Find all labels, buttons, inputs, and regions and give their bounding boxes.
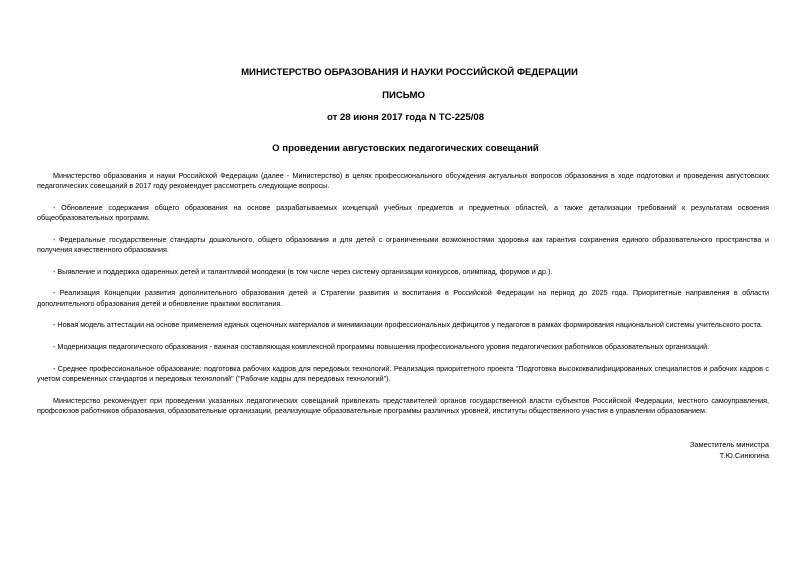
signature-block — [690, 439, 769, 461]
signature-position: Заместитель министра — [689, 440, 769, 449]
document-subject: О проведении августовских педагогических совещаний — [272, 143, 539, 154]
document-date-number: от 28 июня 2017 года N ТС-225/08 — [326, 112, 485, 123]
paragraph-item-additional-education: - Реализация Концепции развития дополнительного образования детей и Стратегии развития и воспитания в Российской Федерации на период до 2025 года. Приоритетные направления в области дополнительного образования детей и обновление практики воспитания. — [37, 288, 769, 308]
paragraph-item-attestation: - Новая модель аттестации на основе применения единых оценочных материалов и минимизации профессиональных дефицитов у педагогов в рамках формирования национальной системы учительского роста. — [53, 320, 763, 330]
paragraph-item-vocational-education: - Среднее профессиональное образование: подготовка рабочих кадров для передовых технологий. Реализация приоритетного проекта "Подготовка высококвалифицированных специалистов и рабочих кадров с учетом современных стандартов и передовых технологий" ("Рабочие кадры для передовых технологий"). — [37, 363, 769, 383]
ministry-name: МИНИСТЕРСТВО ОБРАЗОВАНИЯ И НАУКИ РОССИЙСКОЙ ФЕДЕРАЦИИ — [241, 67, 578, 78]
paragraph-item-gifted-children: - Выявление и поддержка одаренных детей и талантливой молодежи (в том числе через систему организации конкурсов, олимпиад, форумов и др.). — [53, 266, 553, 276]
paragraph-item-content-update: - Обновление содержания общего образования на основе разрабатываемых концепций учебных предметов и предметных областей, а также детализации требований к результатам освоения общеобразовательных программ. — [37, 202, 769, 223]
paragraph-recommendation: Министерство рекомендует при проведении указанных педагогических совещаний привлекать представителей органов государственной власти субъектов Российской Федерации, местного самоуправления, профсоюзов работников образования, образовательные организации, реализующие образовательные программы различных уровней, институты общественного участия в управлении образованием. — [37, 395, 769, 415]
document-body — [37, 171, 769, 428]
document-type: ПИСЬМО — [382, 90, 425, 101]
signature-name: Т.Ю.Синюгина — [719, 451, 769, 460]
paragraph-item-fgos: - Федеральные государственные стандарты дошкольного, общего образования и для детей с ограниченными возможностями здоровья как гарантия сохранения единого образовательного пространства и получения качественного образования. — [37, 234, 769, 255]
paragraph-intro: Министерство образования и науки Российской Федерации (далее - Министерство) в целях профессионального обсуждения актуальных вопросов образования в ходе подготовки и проведения августовских педагогических совещаний в 2017 году рекомендует рассмотреть следующие вопросы. — [37, 171, 769, 191]
paragraph-item-pedagogical-education: - Модернизация педагогического образования - важная составляющая комплексной программы повышения профессионального уровня педагогических работников образовательных организаций. — [53, 342, 710, 352]
